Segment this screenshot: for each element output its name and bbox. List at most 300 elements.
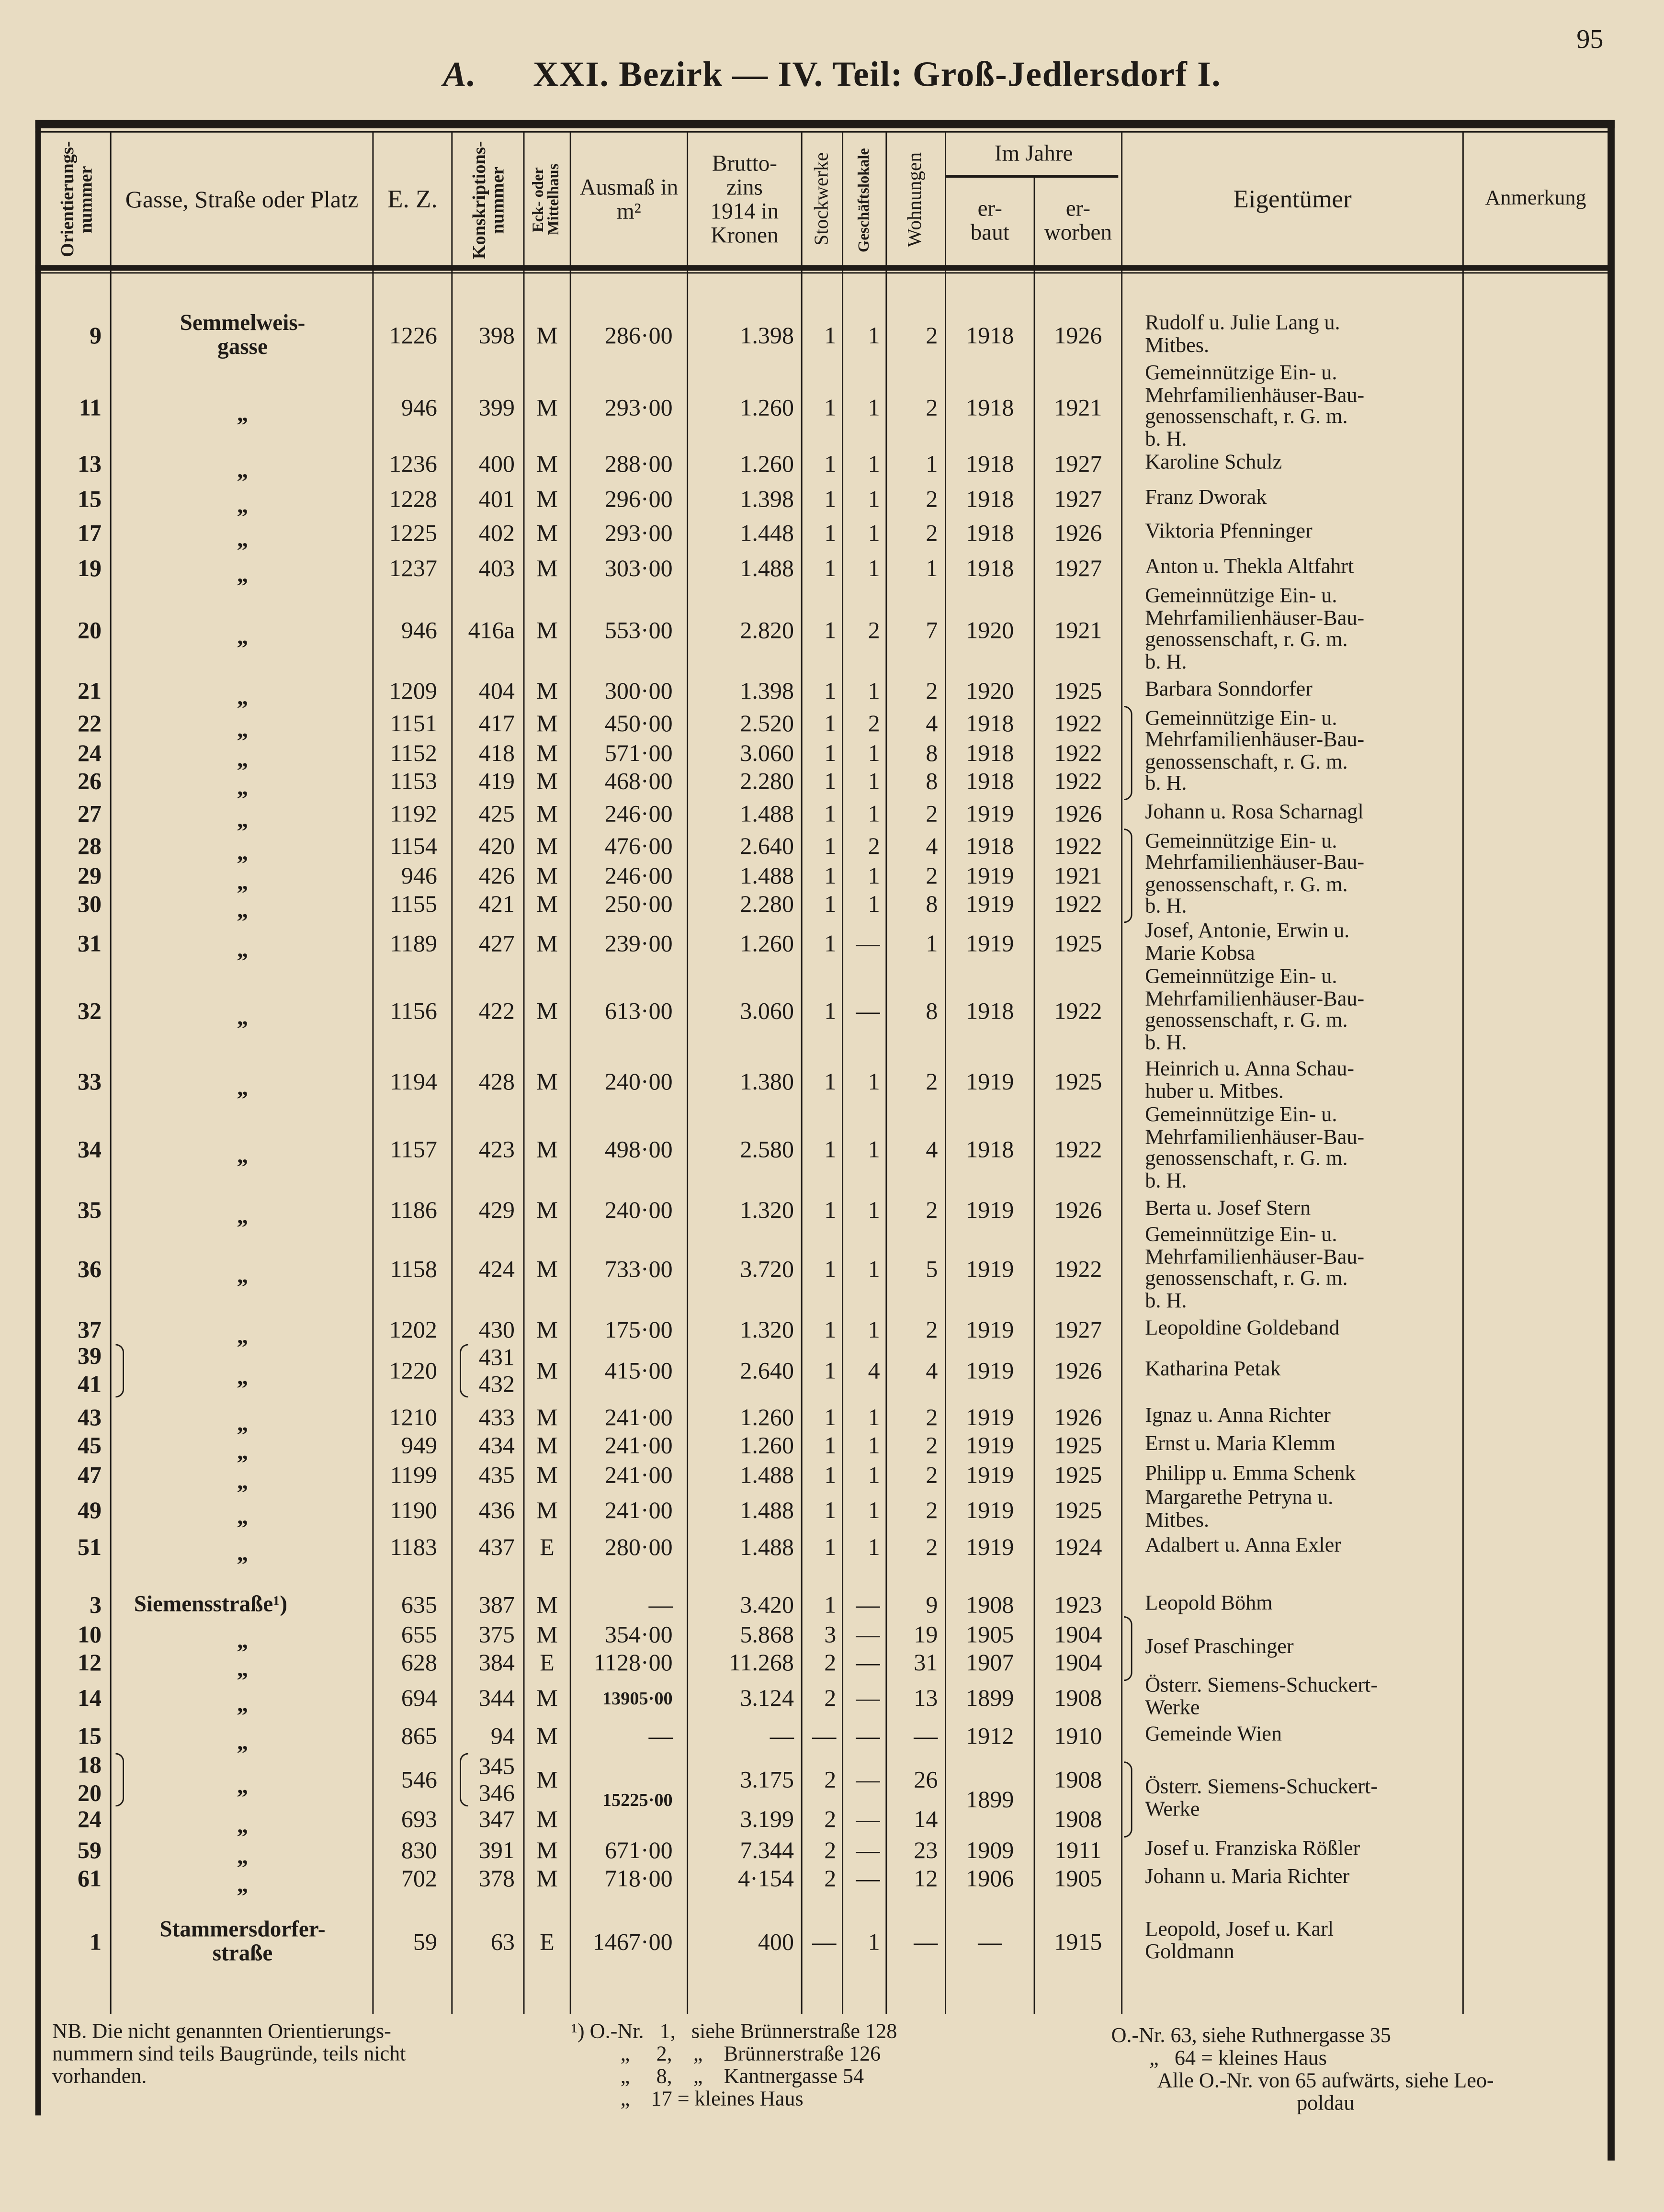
cell-geschaeftslokale: — [856,1621,880,1648]
cell-geschaeftslokale: 1 [868,678,880,704]
cell-erworben: 1922 [1054,832,1102,860]
cell-bruttozins: 2.640 [740,1357,794,1384]
cell-geschaeftslokale: 1 [868,890,880,918]
cell-einlagezahl: 1228 [389,486,437,513]
cell-eigentuemer: Gemeinnützige Ein- u. Mehrfamilienhäuser-Bau- genossenschaft, r. G. m. b. H. [1145,1224,1365,1313]
cell-geschaeftslokale: 1 [868,394,880,421]
cell-eigentuemer: Gemeinde Wien [1145,1724,1282,1747]
cell-erbaut: 1918 [966,1136,1014,1163]
cell-erbaut: 1919 [966,800,1014,828]
cell-gasse: „ [237,1470,249,1495]
cell-erworben: 1922 [1054,768,1102,795]
cell-stockwerke: 1 [824,450,837,477]
cell-gasse: „ [237,899,249,923]
cell-konskriptionsnummer: 398 [478,322,515,349]
cell-orientierungsnummer: 34 [77,1136,102,1163]
cell-erworben: 1908 [1054,1684,1102,1712]
cell-erbaut: 1919 [966,930,1014,957]
cell-gasse: „ [237,625,249,650]
cell-eigentuemer: Viktoria Pfenninger [1145,521,1313,544]
cell-orientierungsnummer: 45 [77,1432,102,1459]
cell-wohnungen: 8 [926,768,938,795]
cell-erworben: 1910 [1054,1723,1102,1750]
cell-orientierungsnummer: 11 [79,394,102,421]
cell-ausmass: 296·00 [604,486,673,513]
cell-orientierungsnummer: 47 [77,1462,102,1489]
cell-gasse: „ [237,841,249,865]
cell-stockwerke: 1 [824,1196,837,1224]
cell-eck-mittelhaus: M [536,998,558,1025]
cell-ausmass: 239·00 [604,930,673,957]
cell-gasse: „ [237,1873,249,1898]
cell-wohnungen: 2 [926,800,938,828]
cell-ausmass: 246·00 [604,800,673,828]
cell-wohnungen: 4 [926,1136,938,1163]
cell-geschaeftslokale: 1 [868,862,880,889]
cell-orientierungsnummer: 12 [77,1649,102,1677]
cell-eck-mittelhaus: M [536,1497,558,1524]
cell-konskriptionsnummer: 391 [478,1837,515,1864]
cell-gasse: „ [237,1657,249,1682]
cell-bruttozins: 2.580 [740,1136,794,1163]
cell-einlagezahl: 1237 [389,555,437,582]
cell-bruttozins: 11.268 [729,1649,794,1677]
cell-bruttozins: 1.488 [740,1533,794,1561]
cell-wohnungen: 2 [926,1404,938,1431]
cell-wohnungen: 7 [926,617,938,644]
cell-eck-mittelhaus: M [536,1196,558,1224]
cell-geschaeftslokale: — [856,1649,880,1677]
cell-gasse: „ [237,1505,249,1530]
cell-eigentuemer: Anton u. Thekla Altfahrt [1145,556,1354,579]
cell-bruttozins: 2.520 [740,710,794,737]
cell-wohnungen: 4 [926,832,938,860]
cell-wohnungen: 8 [926,739,938,767]
cell-ausmass: 300·00 [604,678,673,704]
cell-eck-mittelhaus: M [536,1462,558,1489]
header-erworben: er-worben [1044,197,1112,246]
cell-stockwerke: 1 [824,890,837,918]
cell-wohnungen: 2 [926,1068,938,1095]
header-stock [803,134,842,265]
cell-gasse: „ [237,1205,249,1229]
cell-erworben: 1927 [1054,486,1102,513]
cell-erworben: 1923 [1054,1591,1102,1619]
cell-geschaeftslokale: 2 [868,710,880,737]
cell-eigentuemer: Philipp u. Emma Schenk [1145,1463,1356,1486]
cell-eigentuemer: Franz Dworak [1145,487,1267,510]
cell-geschaeftslokale: — [856,1723,880,1750]
cell-ausmass: 671·00 [604,1837,673,1864]
cell-konskriptionsnummer: 423 [478,1136,515,1163]
cell-wohnungen: 1 [926,450,938,477]
cell-eigentuemer: Barbara Sonndorfer [1145,679,1313,702]
cell-eigentuemer: Leopoldine Goldeband [1145,1317,1340,1340]
cell-bruttozins: 1.488 [740,1497,794,1524]
cell-wohnungen: 2 [926,520,938,547]
cell-stockwerke: 1 [824,1462,837,1489]
cell-stockwerke: 1 [824,1432,837,1459]
cell-ausmass: 241·00 [604,1432,673,1459]
footnote-nb: NB. Die nicht genannten Orientierungs- nummern sind teils Baugründe, teils nicht vorhanden. [52,2021,406,2089]
cell-wohnungen: 2 [926,322,938,349]
cell-stockwerke: 1 [824,930,837,957]
cell-gasse: „ [237,1775,249,1799]
cell-stockwerke: 1 [824,1068,837,1095]
cell-wohnungen: 2 [926,1462,938,1489]
cell-orientierungsnummer: 26 [77,768,102,795]
cell-geschaeftslokale: 1 [868,1316,880,1344]
cell-erbaut: 1918 [966,322,1014,349]
cell-stockwerke: 1 [824,1591,837,1619]
cell-erworben: 1904 [1054,1649,1102,1677]
cell-ausmass: 13905·00 [602,1687,673,1709]
cell-erworben: 1925 [1054,678,1102,704]
cell-eck-mittelhaus: M [536,1621,558,1648]
cell-konskriptionsnummer: 428 [478,1068,515,1095]
owner-group: Österr. Siemens-Schuckert- Werke [1145,1776,1378,1821]
cell-erbaut: 1918 [966,768,1014,795]
cell-ausmass: 498·00 [604,1136,673,1163]
cell-einlagezahl: 1209 [389,678,437,704]
cell-stockwerke: 2 [824,1766,837,1793]
cell-wohnungen: 4 [926,710,938,737]
cell-ausmass: 415·00 [604,1357,673,1384]
cell-bruttozins: 5.868 [740,1621,794,1648]
cell-konskriptionsnummer: 417 [478,710,515,737]
cell-orientierungsnummer: 20 [77,617,102,644]
cell-einlagezahl: 1154 [390,832,437,860]
cell-konskriptionsnummer: 345 346 [478,1753,515,1807]
cell-gasse: „ [237,1412,249,1437]
cell-konskriptionsnummer: 433 [478,1404,515,1431]
cell-geschaeftslokale: 1 [868,1404,880,1431]
footnote-line: „ 8, „ Kantnergasse 54 [620,2066,864,2089]
cell-erbaut: 1918 [966,520,1014,547]
cell-erworben: 1925 [1054,1432,1102,1459]
cell-geschaeftslokale: — [856,998,880,1025]
cell-geschaeftslokale: — [856,1837,880,1864]
cell-ausmass: 240·00 [604,1068,673,1095]
cell-ausmass: 553·00 [604,617,673,644]
cell-geschaeftslokale: — [856,930,880,957]
cell-einlagezahl: 946 [401,394,437,421]
header-eigentuemer: Eigentümer [1233,184,1352,213]
cell-orientierungsnummer: 32 [77,998,102,1025]
cell-stockwerke: 1 [824,739,837,767]
cell-gasse: „ [237,1629,249,1654]
header-im-jahre: Im Jahre [994,141,1073,166]
cell-bruttozins: 1.320 [740,1196,794,1224]
cell-ausmass: 733·00 [604,1256,673,1283]
cell-orientierungsnummer: 15 [77,486,102,513]
cell-stockwerke: 2 [824,1865,837,1892]
cell-erworben: 1926 [1054,1404,1102,1431]
cell-wohnungen: 5 [926,1256,938,1283]
cell-einlagezahl: 1220 [389,1357,437,1384]
cell-ausmass: 571·00 [604,739,673,767]
header-stock-label: Stockwerke [811,153,833,247]
cell-gasse: „ [237,1845,249,1870]
cell-gasse: „ [237,494,249,519]
cell-wohnungen: 19 [914,1621,938,1648]
cell-eck-mittelhaus: M [536,486,558,513]
cell-eigentuemer: Ignaz u. Anna Richter [1145,1405,1331,1428]
cell-ausmass: 280·00 [604,1533,673,1561]
footnote-line: ¹) O.-Nr. 1, siehe Brünnerstraße 128 [571,2021,897,2044]
cell-einlagezahl: 694 [401,1684,437,1712]
cell-orientierungsnummer: 22 [77,710,102,737]
cell-einlagezahl: 1225 [389,520,437,547]
cell-erworben: 1921 [1054,617,1102,644]
cell-stockwerke: 2 [824,1805,837,1833]
cell-gasse: „ [237,1366,249,1390]
cell-eck-mittelhaus: M [536,1805,558,1833]
header-gesch-label: Geschäftslokale [855,147,872,252]
cell-eigentuemer: Josef, Antonie, Erwin u. Marie Kobsa [1145,920,1350,965]
cell-wohnungen: 2 [926,1196,938,1224]
cell-bruttozins: 1.380 [740,1068,794,1095]
cell-eigentuemer: Berta u. Josef Stern [1145,1197,1311,1221]
cell-wohnungen: 2 [926,1497,938,1524]
cell-erworben: 1911 [1054,1837,1102,1864]
cell-einlagezahl: 655 [401,1621,437,1648]
cell-konskriptionsnummer: 400 [478,450,515,477]
cell-erworben: 1922 [1054,998,1102,1025]
cell-konskriptionsnummer: 421 [478,890,515,918]
cell-bruttozins: 1.260 [740,394,794,421]
cell-gasse: „ [237,1731,249,1755]
cell-konskriptionsnummer: 404 [478,678,515,704]
cell-eck-mittelhaus: M [536,1136,558,1163]
header-eck [525,134,570,265]
header-anmerkung: Anmerkung [1485,187,1586,210]
cell-orientierungsnummer: 59 [77,1837,102,1864]
cell-wohnungen: 1 [926,555,938,582]
header-orient [41,134,110,265]
cell-einlagezahl: 59 [413,1928,437,1956]
cell-orientierungsnummer: 36 [77,1256,102,1283]
header-bottom-rule [35,272,1612,274]
cell-stockwerke: — [812,1723,837,1750]
cell-geschaeftslokale: 1 [868,768,880,795]
cell-erbaut: 1919 [966,1432,1014,1459]
cell-eck-mittelhaus: E [540,1928,555,1956]
cell-erworben: 1925 [1054,1462,1102,1489]
cell-wohnungen: 2 [926,486,938,513]
cell-eck-mittelhaus: M [536,1684,558,1712]
cell-bruttozins: 1.448 [740,520,794,547]
cell-erbaut: 1918 [966,555,1014,582]
cell-einlagezahl: 1158 [390,1256,437,1283]
cell-wohnungen: 4 [926,1357,938,1384]
cell-geschaeftslokale: 4 [868,1357,880,1384]
cell-stockwerke: 1 [824,1357,837,1384]
cell-geschaeftslokale: 1 [868,800,880,828]
cell-wohnungen: 12 [914,1865,938,1892]
cell-stockwerke: 2 [824,1649,837,1677]
cell-eck-mittelhaus: M [536,394,558,421]
cell-konskriptionsnummer: 387 [478,1591,515,1619]
cell-eck-mittelhaus: M [536,322,558,349]
cell-geschaeftslokale: 1 [868,1432,880,1459]
cell-bruttozins: 7.344 [740,1837,794,1864]
cell-orientierungsnummer: 15 [77,1723,102,1750]
cell-erbaut: 1919 [966,1462,1014,1489]
cell-bruttozins: 1.488 [740,1462,794,1489]
cell-konskriptionsnummer: 431 432 [478,1344,515,1398]
cell-erbaut: 1919 [966,1256,1014,1283]
title-text: XXI. Bezirk — IV. Teil: Groß-Jedlersdorf I. [533,56,1222,95]
cell-eigentuemer: Johann u. Rosa Scharnagl [1145,801,1364,824]
cell-konskriptionsnummer: 426 [478,862,515,889]
cell-orientierungsnummer: 3 [90,1591,102,1619]
cell-erbaut: 1918 [966,739,1014,767]
cell-bruttozins: — [770,1723,794,1750]
header-orient-label: Orientierungs- nummer [56,141,95,258]
cell-erworben: 1922 [1054,1256,1102,1283]
cell-stockwerke: — [812,1928,837,1956]
cell-erbaut: 1919 [966,1196,1014,1224]
cell-eigentuemer: Rudolf u. Julie Lang u. Mitbes. [1145,312,1340,357]
cell-stockwerke: 1 [824,800,837,828]
cell-eck-mittelhaus: M [536,450,558,477]
cell-ausmass: 240·00 [604,1196,673,1224]
cell-stockwerke: 1 [824,862,837,889]
cell-erworben: 1926 [1054,800,1102,828]
cell-konskriptionsnummer: 344 [478,1684,515,1712]
cell-konskriptionsnummer: 424 [478,1256,515,1283]
cell-bruttozins: 1.260 [740,1432,794,1459]
cell-orientierungsnummer: 28 [77,832,102,860]
cell-orientierungsnummer: 17 [77,520,102,547]
cell-eck-mittelhaus: M [536,678,558,704]
cell-bruttozins: 3.060 [740,998,794,1025]
cell-einlagezahl: 1151 [390,710,437,737]
cell-einlagezahl: 1155 [390,890,437,918]
cell-gasse: Siemensstraße¹) [134,1593,288,1617]
cell-wohnungen: 8 [926,890,938,918]
cell-erbaut: 1919 [966,862,1014,889]
cell-orientierungsnummer: 37 [77,1316,102,1344]
cell-eck-mittelhaus: M [536,1404,558,1431]
cell-ausmass: 476·00 [604,832,673,860]
cell-einlagezahl: 1226 [389,322,437,349]
cell-gasse: Semmelweis- gasse [180,311,306,360]
cell-geschaeftslokale: 1 [868,1068,880,1095]
cell-erworben: 1926 [1054,1196,1102,1224]
cell-geschaeftslokale: — [856,1766,880,1793]
cell-einlagezahl: 946 [401,617,437,644]
cell-orientierungsnummer: 35 [77,1196,102,1224]
header-ez: E. Z. [387,184,438,213]
cell-wohnungen: 23 [914,1837,938,1864]
cell-konskriptionsnummer: 94 [490,1723,515,1750]
cell-gasse: „ [237,1814,249,1838]
cell-eigentuemer: Leopold, Josef u. Karl Goldmann [1145,1918,1334,1963]
cell-stockwerke: 1 [824,394,837,421]
cell-ausmass: 293·00 [604,394,673,421]
cell-stockwerke: 1 [824,520,837,547]
cell-geschaeftslokale: 1 [868,1497,880,1524]
cell-gasse: „ [237,938,249,963]
cell-einlagezahl: 1202 [389,1316,437,1344]
cell-bruttozins: 1.260 [740,450,794,477]
cell-erbaut: 1918 [966,486,1014,513]
column-divider [1121,131,1123,2014]
cell-gasse: „ [237,1693,249,1717]
cell-erworben: 1915 [1054,1928,1102,1956]
cell-orientierungsnummer: 24 [77,739,102,767]
cell-orientierungsnummer: 14 [77,1684,102,1712]
header-ausmass: Ausmaß in m² [579,175,679,224]
cell-erworben: 1924 [1054,1533,1102,1561]
cell-erworben: 1925 [1054,930,1102,957]
cell-orientierungsnummer: 33 [77,1068,102,1095]
cell-orientierungsnummer: 21 [77,678,102,704]
cell-wohnungen: 2 [926,1533,938,1561]
cell-ausmass: 354·00 [604,1621,673,1648]
cell-wohnungen: 2 [926,1316,938,1344]
owner-group: Gemeinnützige Ein- u. Mehrfamilienhäuser-Bau- genossenschaft, r. G. m. b. H. [1145,707,1365,795]
cell-erbaut: 1919 [966,1497,1014,1524]
header-gesch [843,134,885,265]
cell-konskriptionsnummer: 436 [478,1497,515,1524]
konskr-brace [460,1344,468,1397]
cell-ausmass: 175·00 [604,1316,673,1344]
cell-einlagezahl: 1186 [390,1196,437,1224]
header-konskr-label: Konskriptions- nummer [468,140,508,259]
cell-bruttozins: 3.175 [740,1766,794,1793]
cell-ausmass: 450·00 [604,710,673,737]
cell-orientierungsnummer: 13 [77,450,102,477]
cell-eck-mittelhaus: E [540,1649,555,1677]
cell-ausmass: 613·00 [604,998,673,1025]
cell-bruttozins: 1.320 [740,1316,794,1344]
cell-gasse: „ [237,871,249,895]
cell-orientierungsnummer: 43 [77,1404,102,1431]
cell-eck-mittelhaus: M [536,1357,558,1384]
cell-stockwerke: 1 [824,322,837,349]
cell-eck-mittelhaus: M [536,1591,558,1619]
cell-bruttozins: 2.640 [740,832,794,860]
cell-stockwerke: 1 [824,832,837,860]
cell-eigentuemer: Johann u. Maria Richter [1145,1866,1350,1889]
cell-gasse: „ [237,1441,249,1465]
cell-stockwerke: 1 [824,1256,837,1283]
cell-stockwerke: 1 [824,1316,837,1344]
cell-eigentuemer: Heinrich u. Anna Schau- huber u. Mitbes. [1145,1058,1354,1103]
cell-eck-mittelhaus: M [536,1432,558,1459]
cell-bruttozins: 3.060 [740,739,794,767]
cell-einlagezahl: 1157 [390,1136,437,1163]
cell-konskriptionsnummer: 418 [478,739,515,767]
cell-erbaut: 1918 [966,450,1014,477]
cell-einlagezahl: 1189 [390,930,437,957]
cell-wohnungen: 8 [926,998,938,1025]
cell-geschaeftslokale: — [856,1591,880,1619]
cell-konskriptionsnummer: 434 [478,1432,515,1459]
cell-orientierungsnummer: 1 [90,1928,102,1956]
cell-erworben: 1926 [1054,322,1102,349]
cell-konskriptionsnummer: 427 [478,930,515,957]
cell-eck-mittelhaus: M [536,1316,558,1344]
cell-einlagezahl: 693 [401,1805,437,1833]
cell-einlagezahl: 1152 [390,739,437,767]
cell-konskriptionsnummer: 429 [478,1196,515,1224]
cell-erworben: 1925 [1054,1497,1102,1524]
footnote-right-line: Alle O.-Nr. von 65 aufwärts, siehe Leo- poldau [1157,2070,1494,2116]
